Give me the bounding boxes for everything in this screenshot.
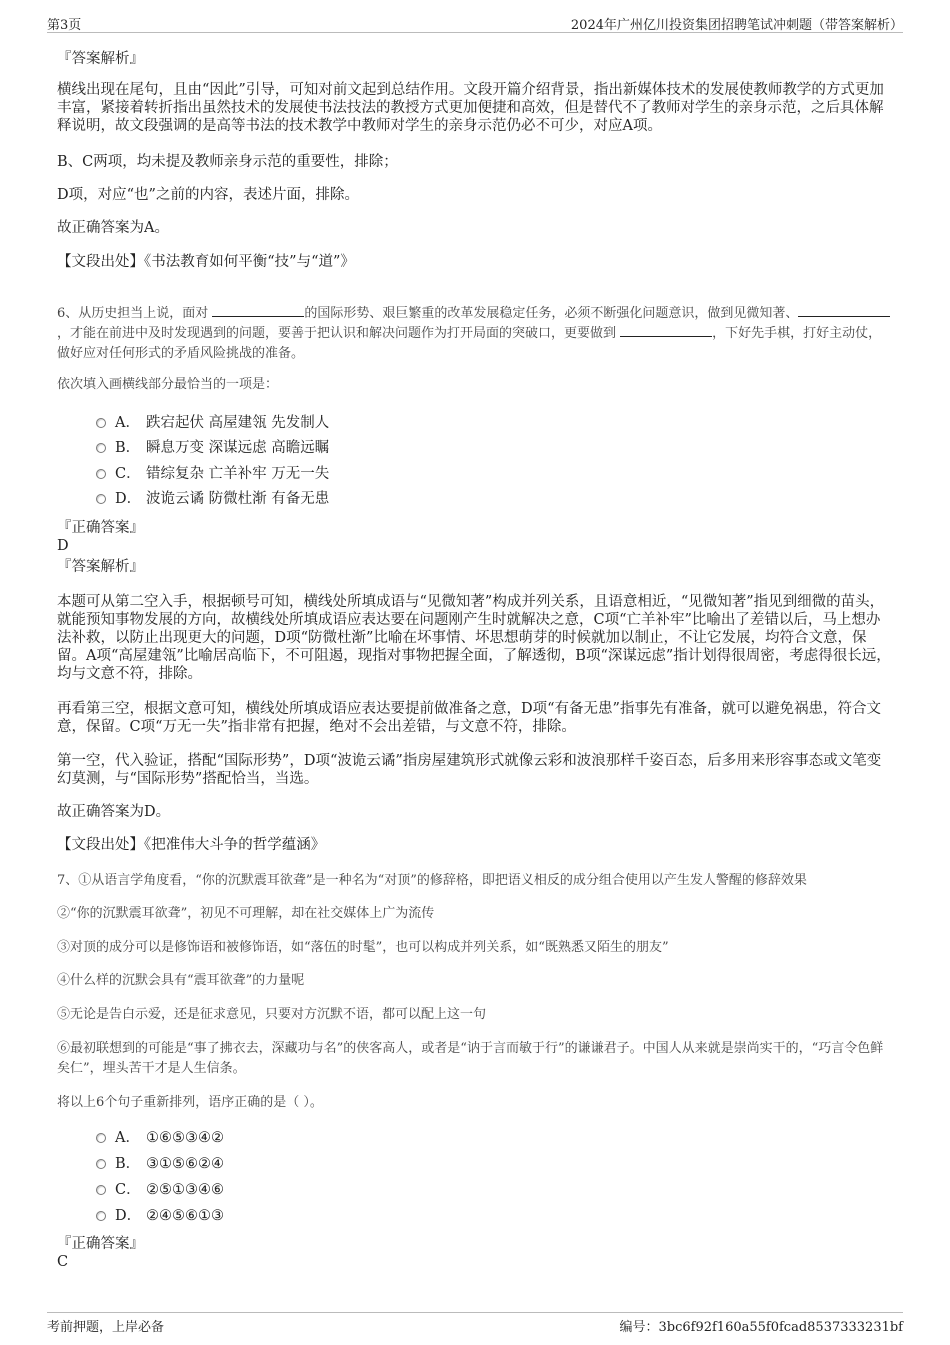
blank-line [798,304,890,317]
question-6-stem: 6、从历史担当上说，面对 的国际形势、艰巨繁重的改革发展稳定任务，必须不断强化问题意识，做到见微知著、，才能在前进中及时发现遇到的问题，要善于把认识和解决问题作为打开局面的突破口，更要做到 ，下好先手棋，打好主动仗，做好应对任何形式的矛盾风险挑战的准备。 [57,304,894,364]
page-number: 第3页 [47,18,82,33]
question-7-sentence-4: ④什么样的沉默会具有“震耳欲聋”的力量呢 [57,973,305,988]
source-citation: 【文段出处】《书法教育如何平衡“技”与“道”》 [57,254,355,270]
question-7-option-b[interactable]: B． ③①⑤⑥②④ [96,1155,224,1173]
question-7-prompt: 将以上6个句子重新排列，语序正确的是（ ）。 [57,1095,323,1110]
question-6-prompt: 依次填入画横线部分最恰当的一项是： [57,377,279,392]
question-6-option-c[interactable]: C． 错综复杂 亡羊补牢 万无一失 [96,465,329,483]
blank-line [212,304,304,317]
radio-icon[interactable] [96,469,106,479]
question-7-option-d[interactable]: D． ②④⑤⑥①③ [96,1207,224,1225]
radio-icon[interactable] [96,494,106,504]
question-7-option-a[interactable]: A． ①⑥⑤③④② [96,1129,224,1147]
page-header [47,12,903,33]
analysis-paragraph: 再看第三空，根据文意可知，横线处所填成语应表达要提前做准备之意，D项“有备无患”指事先有准备，就可以避免祸患，符合文意，保留。C项“万无一失”指非常有把握，绝对不会出差错，与文意不符，排除。 [57,701,881,735]
analysis-paragraph: 横线出现在尾句，且由“因此”引导，可知对前文起到总结作用。文段开篇介绍背景，指出新媒体技术的发展使教师教学的方式更加丰富，紧接着转折指出虽然技术的发展使书法技法的教授方式更加便捷和高效，但是替代不了教师对学生的亲身示范，之后具体解释说明，故文段强调的是高等书法的技术教学中教师对学生的亲身示范仍必不可少，对应A项。 [57,82,884,134]
analysis-paragraph: 本题可从第二空入手，根据顿号可知，横线处所填成语与“见微知著”构成并列关系，且语意相近，“见微知著”指见到细微的苗头，就能预知事物发展的方向，故横线处所填成语应表达要在问题刚产生时就解决之意，C项“亡羊补牢”比喻出了差错以后，马上想办法补救，以防止出现更大的问题，D项“防微杜渐”比喻在坏事情、坏思想萌芽的时候就加以制止，不让它发展，均符合文意，保留。A项“高屋建瓴”比喻居高临下，不可阻遏，现指对事物把握全面，了解透彻，B项“深谋远虑”指计划得很周密，考虑得很长远，均与文意不符，排除。 [57,594,891,682]
correct-answer-label: 『正确答案』 [57,520,144,536]
question-7-sentence-5: ⑤无论是告白示爱，还是征求意见，只要对方沉默不语，都可以配上这一句 [57,1007,487,1022]
radio-icon[interactable] [96,443,106,453]
question-7-sentence-6: ⑥最初联想到的可能是“事了拂衣去，深藏功与名”的侠客高人，或者是“讷于言而敏于行”的谦谦君子。中国人从来就是崇尚实干的，“巧言令色鲜矣仁”，埋头苦干才是人生信条。 [57,1041,884,1076]
question-7-option-c[interactable]: C． ②⑤①③④⑥ [96,1181,224,1199]
radio-icon[interactable] [96,1133,106,1143]
analysis-label: 『答案解析』 [57,559,144,575]
footer-slogan: 考前押题，上岸必备 [47,1320,165,1335]
question-7-sentence-2: ②“你的沉默震耳欲聋”，初见不可理解，却在社交媒体上广为流传 [57,906,435,921]
blank-line [620,324,712,337]
question-7-sentence-1: 7、①从语言学角度看，“你的沉默震耳欲聋”是一种名为“对顶”的修辞格，即把语义相反的成分组合使用以产生发人警醒的修辞效果 [57,873,807,888]
correct-answer-label: 『正确答案』 [57,1236,144,1252]
document-id: 编号：3bc6f92f160a55f0fcad8537333231bf [619,1320,903,1335]
question-6-option-a[interactable]: A． 跌宕起伏 高屋建瓴 先发制人 [96,414,329,432]
radio-icon[interactable] [96,1185,106,1195]
analysis-paragraph: B、C两项，均未提及教师亲身示范的重要性，排除； [57,154,398,170]
question-6-option-d[interactable]: D． 波诡云谲 防微杜渐 有备无患 [96,490,329,508]
document-title: 2024年广州亿川投资集团招聘笔试冲刺题（带答案解析） [570,18,903,33]
question-7-sentence-3: ③对顶的成分可以是修饰语和被修饰语，如“落伍的时髦”，也可以构成并列关系，如“既熟悉又陌生的朋友” [57,940,669,955]
analysis-paragraph: D项，对应“也”之前的内容，表述片面，排除。 [57,187,359,203]
analysis-label: 『答案解析』 [57,51,144,67]
correct-answer: D [57,538,69,554]
source-citation: 【文段出处】《把准伟大斗争的哲学蕴涵》 [57,837,326,853]
radio-icon[interactable] [96,1159,106,1169]
analysis-conclusion: 故正确答案为D。 [57,804,171,820]
correct-answer: C [57,1254,69,1270]
radio-icon[interactable] [96,1211,106,1221]
page-footer [47,1312,903,1337]
analysis-paragraph: 第一空，代入验证，搭配“国际形势”，D项“波诡云谲”指房屋建筑形式就像云彩和波浪那样千姿百态，后多用来形容事态或文笔变幻莫测，与“国际形势”搭配恰当，当选。 [57,753,882,787]
radio-icon[interactable] [96,418,106,428]
question-6-option-b[interactable]: B． 瞬息万变 深谋远虑 高瞻远瞩 [96,439,329,457]
analysis-conclusion: 故正确答案为A。 [57,220,169,236]
